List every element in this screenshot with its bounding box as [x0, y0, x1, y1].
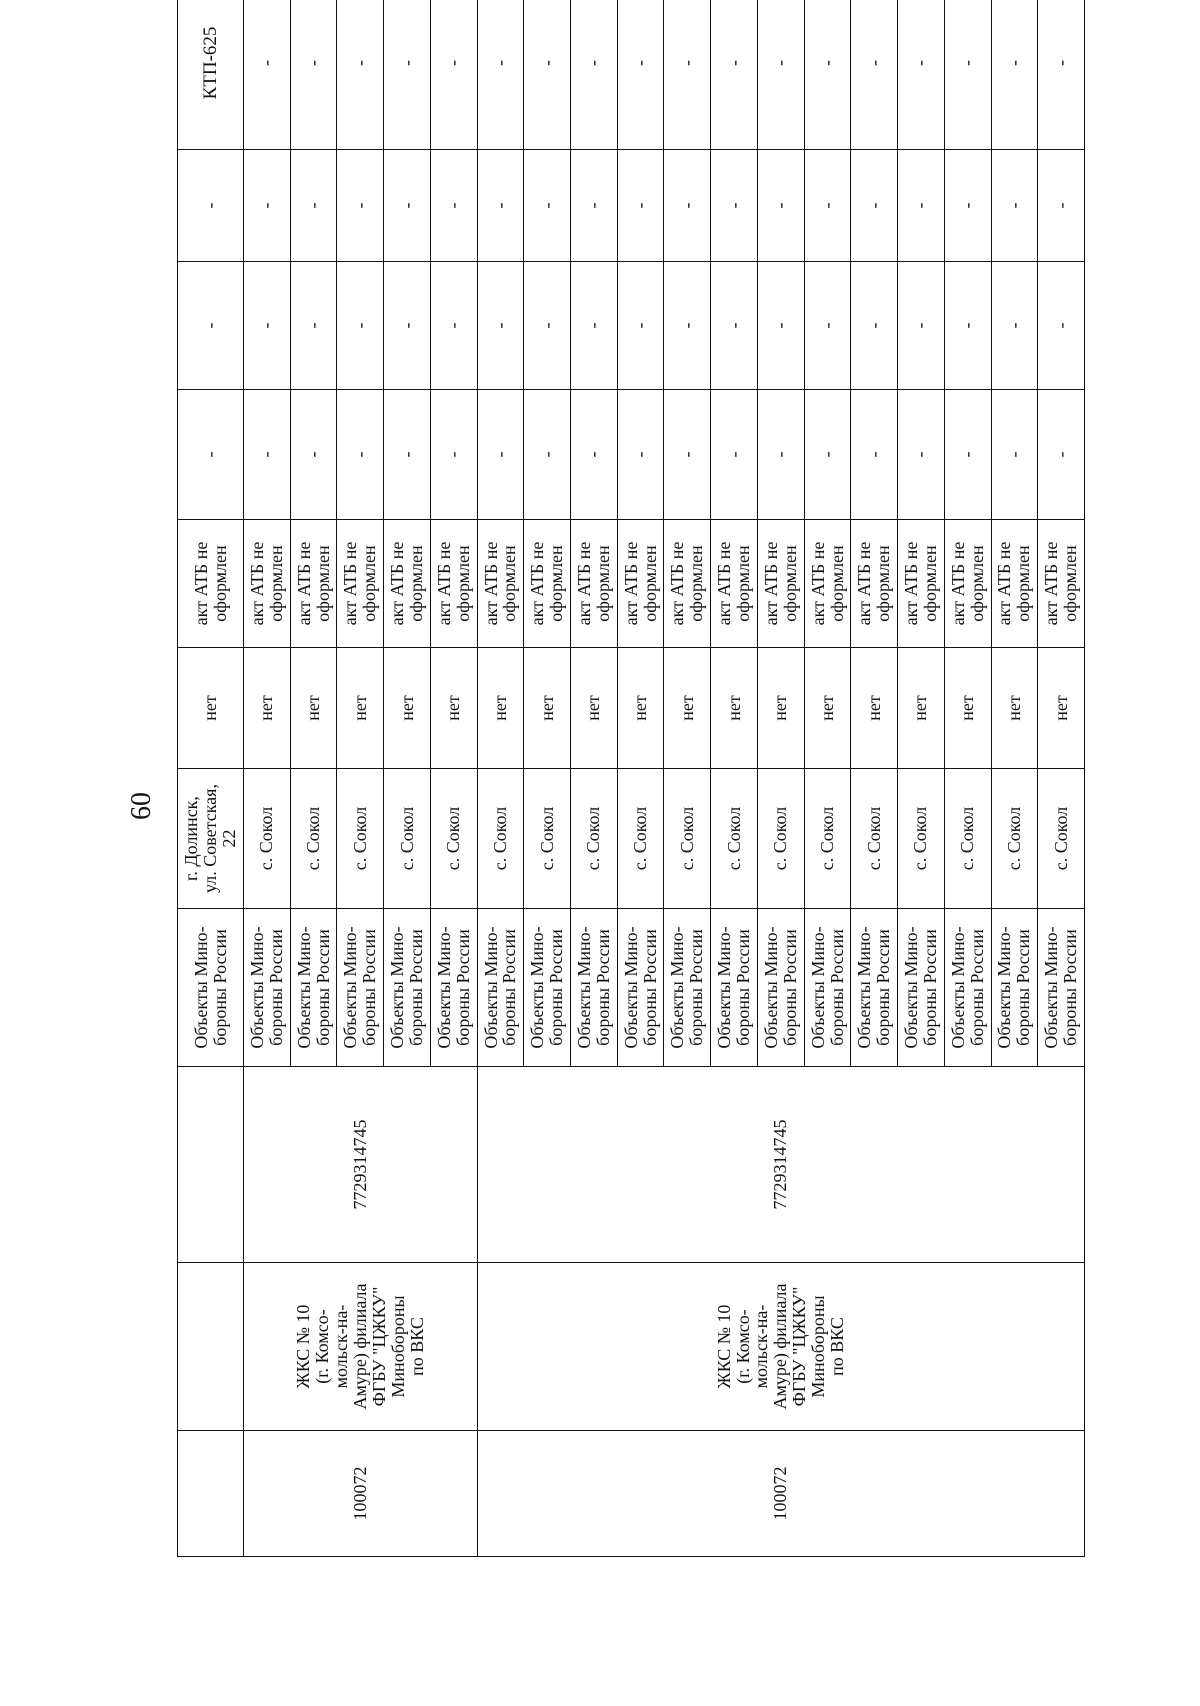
transformer-cell: -	[851, 0, 898, 150]
dash-cell: -	[851, 150, 898, 262]
address-cell: с. Сокол	[991, 769, 1038, 909]
availability-cell: нет	[851, 648, 898, 769]
object-cell: Объекты Мино- бороны России	[617, 909, 664, 1067]
transformer-cell: -	[898, 0, 945, 150]
act-cell: акт АТБ не оформлен	[178, 520, 244, 648]
address-cell: с. Сокол	[337, 769, 384, 909]
object-cell: Объекты Мино- бороны России	[851, 909, 898, 1067]
dash-cell: -	[244, 390, 291, 520]
transformer-cell: -	[571, 0, 618, 150]
transformer-cell: -	[477, 0, 524, 150]
dash-cell: -	[757, 262, 804, 390]
transformer-cell: -	[617, 0, 664, 150]
transformer-cell: -	[1038, 0, 1085, 150]
address-cell: с. Сокол	[757, 769, 804, 909]
dash-cell: -	[617, 150, 664, 262]
address-cell: с. Сокол	[571, 769, 618, 909]
dash-cell: -	[477, 262, 524, 390]
availability-cell: нет	[571, 648, 618, 769]
transformer-cell: -	[384, 0, 431, 150]
dash-cell: -	[757, 390, 804, 520]
data-table	[177, 0, 1085, 1557]
dash-cell: -	[430, 390, 477, 520]
dash-cell: -	[617, 262, 664, 390]
transformer-cell: -	[944, 0, 991, 150]
transformer-cell: -	[337, 0, 384, 150]
act-cell: акт АТБ не оформлен	[991, 520, 1038, 648]
dash-cell: -	[711, 390, 758, 520]
dash-cell: -	[944, 150, 991, 262]
transformer-cell: -	[244, 0, 291, 150]
address-cell: с. Сокол	[524, 769, 571, 909]
act-cell: акт АТБ не оформлен	[571, 520, 618, 648]
dash-cell: -	[991, 150, 1038, 262]
dash-cell: -	[1038, 262, 1085, 390]
address-cell: с. Сокол	[851, 769, 898, 909]
act-cell: акт АТБ не оформлен	[804, 520, 851, 648]
rotated-table-container	[177, 26, 1085, 1557]
dash-cell: -	[804, 150, 851, 262]
object-cell: Объекты Мино- бороны России	[944, 909, 991, 1067]
availability-cell: нет	[178, 648, 244, 769]
availability-cell: нет	[524, 648, 571, 769]
availability-cell: нет	[711, 648, 758, 769]
dash-cell: -	[571, 262, 618, 390]
dash-cell: -	[430, 262, 477, 390]
dash-cell: -	[991, 262, 1038, 390]
object-cell: Объекты Мино- бороны России	[290, 909, 337, 1067]
address-cell: с. Сокол	[1038, 769, 1085, 909]
object-cell: Объекты Мино- бороны России	[477, 909, 524, 1067]
act-cell: акт АТБ не оформлен	[337, 520, 384, 648]
inn-cell: 7729314745	[477, 1067, 1084, 1263]
object-cell: Объекты Мино- бороны России	[1038, 909, 1085, 1067]
transformer-cell: -	[757, 0, 804, 150]
dash-cell: -	[244, 262, 291, 390]
dash-cell: -	[244, 150, 291, 262]
dash-cell: -	[944, 262, 991, 390]
dash-cell: -	[178, 262, 244, 390]
act-cell: акт АТБ не оформлен	[664, 520, 711, 648]
transformer-cell: -	[711, 0, 758, 150]
dash-cell: -	[851, 262, 898, 390]
dash-cell: -	[571, 390, 618, 520]
object-cell: Объекты Мино- бороны России	[524, 909, 571, 1067]
dash-cell: -	[711, 150, 758, 262]
dash-cell: -	[384, 150, 431, 262]
availability-cell: нет	[1038, 648, 1085, 769]
address-cell: с. Сокол	[711, 769, 758, 909]
address-cell: г. Долинск, ул. Советская, 22	[178, 769, 244, 909]
object-cell: Объекты Мино- бороны России	[384, 909, 431, 1067]
address-cell: с. Сокол	[617, 769, 664, 909]
address-cell: с. Сокол	[898, 769, 945, 909]
transformer-cell: -	[430, 0, 477, 150]
org-cell: ЖКС № 10 (г. Комсо- мольск-на- Амуре) филиала ФГБУ "ЦЖКУ" Минобороны по ВКС	[244, 1263, 478, 1431]
table-body	[178, 0, 1085, 1557]
transformer-cell: -	[290, 0, 337, 150]
dash-cell: -	[804, 262, 851, 390]
availability-cell: нет	[477, 648, 524, 769]
dash-cell: -	[477, 150, 524, 262]
act-cell: акт АТБ не оформлен	[944, 520, 991, 648]
inn-cell	[178, 1067, 244, 1263]
availability-cell: нет	[898, 648, 945, 769]
dash-cell: -	[290, 262, 337, 390]
dash-cell: -	[384, 390, 431, 520]
dash-cell: -	[571, 150, 618, 262]
act-cell: акт АТБ не оформлен	[384, 520, 431, 648]
object-cell: Объекты Мино- бороны России	[664, 909, 711, 1067]
dash-cell: -	[1038, 390, 1085, 520]
availability-cell: нет	[244, 648, 291, 769]
act-cell: акт АТБ не оформлен	[477, 520, 524, 648]
availability-cell: нет	[337, 648, 384, 769]
availability-cell: нет	[804, 648, 851, 769]
dash-cell: -	[664, 262, 711, 390]
address-cell: с. Сокол	[384, 769, 431, 909]
dash-cell: -	[898, 150, 945, 262]
dash-cell: -	[290, 150, 337, 262]
code-cell: 100072	[477, 1431, 1084, 1557]
act-cell: акт АТБ не оформлен	[711, 520, 758, 648]
availability-cell: нет	[617, 648, 664, 769]
table-row	[178, 0, 244, 1557]
dash-cell: -	[617, 390, 664, 520]
act-cell: акт АТБ не оформлен	[617, 520, 664, 648]
availability-cell: нет	[430, 648, 477, 769]
code-cell: 100072	[244, 1431, 478, 1557]
availability-cell: нет	[384, 648, 431, 769]
availability-cell: нет	[290, 648, 337, 769]
page-number: 60	[126, 792, 157, 820]
dash-cell: -	[664, 150, 711, 262]
object-cell: Объекты Мино- бороны России	[178, 909, 244, 1067]
address-cell: с. Сокол	[477, 769, 524, 909]
dash-cell: -	[477, 390, 524, 520]
table-row	[244, 0, 291, 1557]
org-cell: ЖКС № 10 (г. Комсо- мольск-на- Амуре) филиала ФГБУ "ЦЖКУ" Минобороны по ВКС	[477, 1263, 1084, 1431]
dash-cell: -	[1038, 150, 1085, 262]
transformer-cell: -	[524, 0, 571, 150]
transformer-cell: -	[804, 0, 851, 150]
transformer-cell: -	[991, 0, 1038, 150]
act-cell: акт АТБ не оформлен	[757, 520, 804, 648]
dash-cell: -	[851, 390, 898, 520]
table-row	[477, 0, 524, 1557]
object-cell: Объекты Мино- бороны России	[757, 909, 804, 1067]
dash-cell: -	[898, 262, 945, 390]
transformer-cell: КТП-625	[178, 0, 244, 150]
act-cell: акт АТБ не оформлен	[290, 520, 337, 648]
dash-cell: -	[524, 390, 571, 520]
address-cell: с. Сокол	[290, 769, 337, 909]
object-cell: Объекты Мино- бороны России	[337, 909, 384, 1067]
object-cell: Объекты Мино- бороны России	[711, 909, 758, 1067]
availability-cell: нет	[991, 648, 1038, 769]
code-cell	[178, 1431, 244, 1557]
dash-cell: -	[524, 262, 571, 390]
dash-cell: -	[384, 262, 431, 390]
availability-cell: нет	[944, 648, 991, 769]
object-cell: Объекты Мино- бороны России	[244, 909, 291, 1067]
dash-cell: -	[898, 390, 945, 520]
dash-cell: -	[178, 150, 244, 262]
transformer-cell: -	[664, 0, 711, 150]
dash-cell: -	[757, 150, 804, 262]
availability-cell: нет	[757, 648, 804, 769]
dash-cell: -	[337, 390, 384, 520]
object-cell: Объекты Мино- бороны России	[804, 909, 851, 1067]
object-cell: Объекты Мино- бороны России	[898, 909, 945, 1067]
availability-cell: нет	[664, 648, 711, 769]
org-cell	[178, 1263, 244, 1431]
address-cell: с. Сокол	[944, 769, 991, 909]
address-cell: с. Сокол	[430, 769, 477, 909]
dash-cell: -	[290, 390, 337, 520]
dash-cell: -	[944, 390, 991, 520]
address-cell: с. Сокол	[804, 769, 851, 909]
act-cell: акт АТБ не оформлен	[524, 520, 571, 648]
act-cell: акт АТБ не оформлен	[1038, 520, 1085, 648]
act-cell: акт АТБ не оформлен	[244, 520, 291, 648]
dash-cell: -	[991, 390, 1038, 520]
dash-cell: -	[337, 150, 384, 262]
dash-cell: -	[711, 262, 758, 390]
dash-cell: -	[337, 262, 384, 390]
address-cell: с. Сокол	[664, 769, 711, 909]
address-cell: с. Сокол	[244, 769, 291, 909]
act-cell: акт АТБ не оформлен	[430, 520, 477, 648]
dash-cell: -	[524, 150, 571, 262]
act-cell: акт АТБ не оформлен	[851, 520, 898, 648]
object-cell: Объекты Мино- бороны России	[991, 909, 1038, 1067]
dash-cell: -	[178, 390, 244, 520]
object-cell: Объекты Мино- бороны России	[571, 909, 618, 1067]
dash-cell: -	[804, 390, 851, 520]
act-cell: акт АТБ не оформлен	[898, 520, 945, 648]
dash-cell: -	[664, 390, 711, 520]
inn-cell: 7729314745	[244, 1067, 478, 1263]
object-cell: Объекты Мино- бороны России	[430, 909, 477, 1067]
dash-cell: -	[430, 150, 477, 262]
